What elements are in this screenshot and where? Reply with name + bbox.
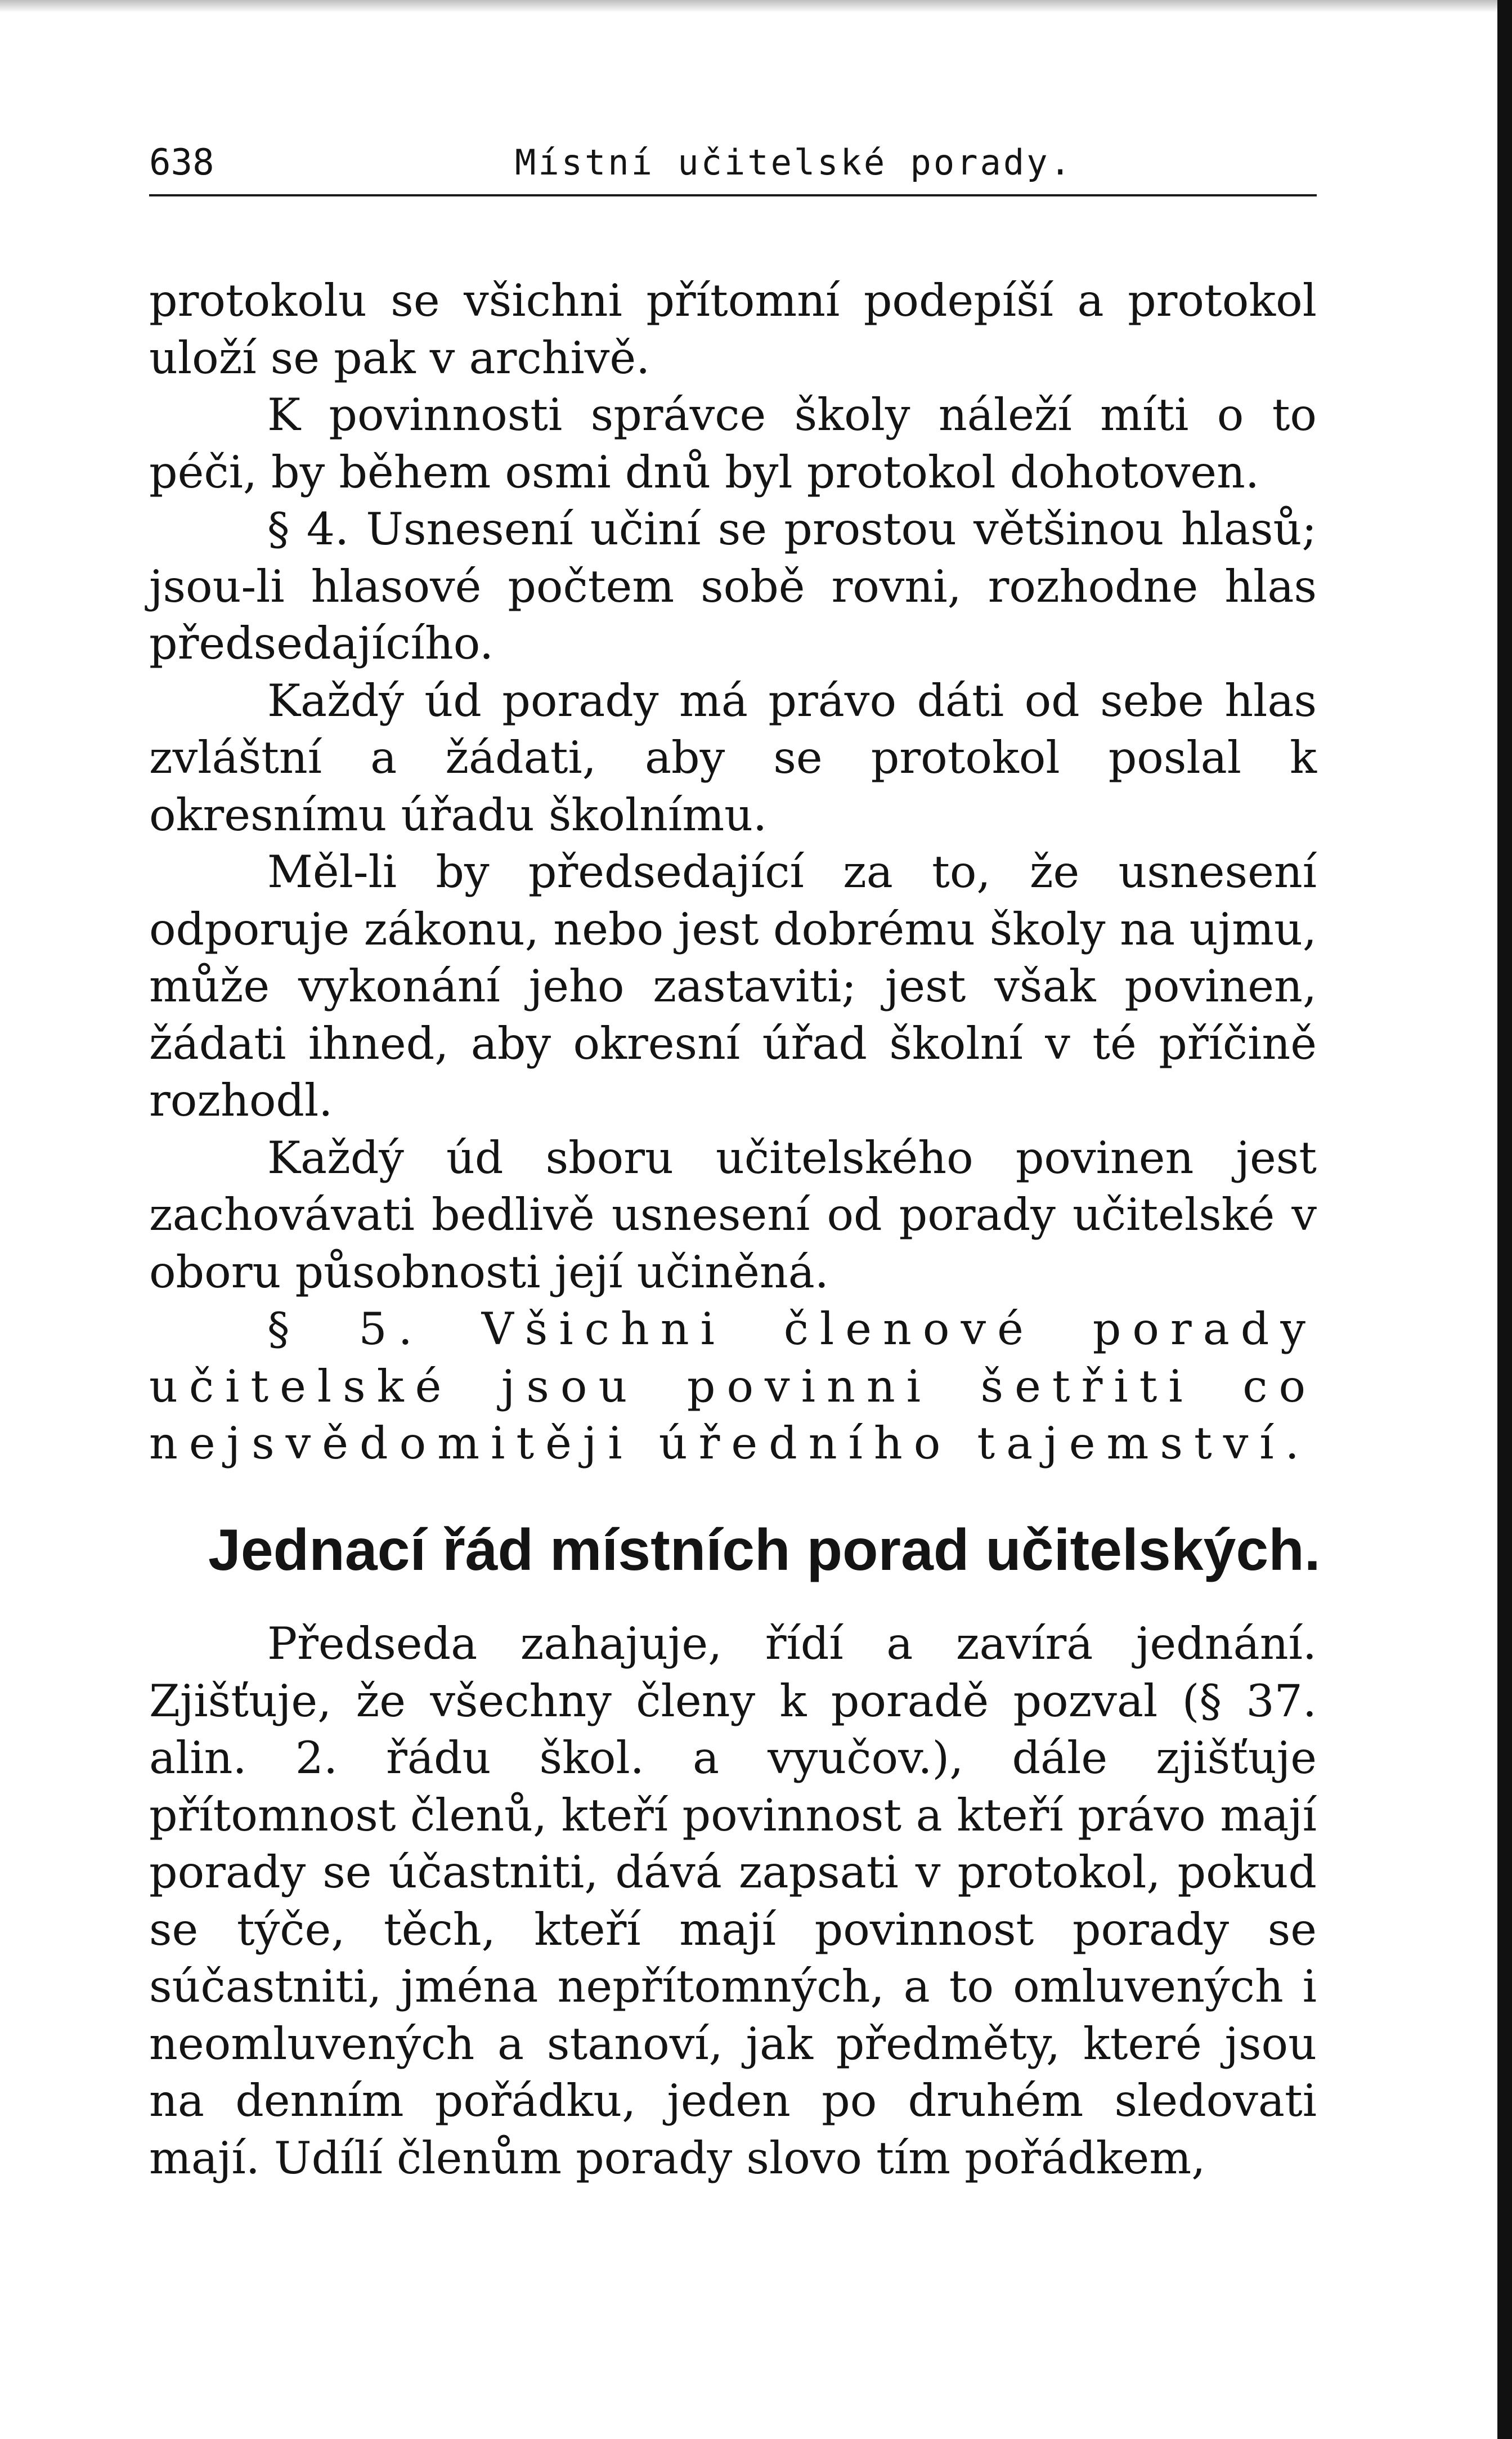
running-title: Místní učitelské porady. [515, 142, 1073, 183]
paragraph-continuation: protokolu se všichni přítomní podepíší a protokol uloží se pak v archivě. [149, 275, 1317, 384]
paragraph: Předseda zahajuje, řídí a zavírá jednání. Zjišťuje, že všechny členy k poradě pozval (§ 37. alin. 2. řádu škol. a vyučov.), dále zjišťuje přítomnost členů, kteří povinnost a kteří právo mají porady se účastniti, dává zapsati v protokol, pokud se týče, těch, kteří mají povinnost porady se súčastniti, jména nepřítomných, a to omluvených i neomluvených a stanoví, jak předměty, které jsou na denním pořádku, jeden po druhém sledovati mají. Udílí členům porady slovo tím pořádkem, [149, 1618, 1317, 2184]
page-top-edge [0, 0, 1512, 12]
section-heading: Jednací řád místních porad učitelských. [208, 1518, 1321, 1583]
paragraph: Každý úd sboru učitelského povinen jest zachovávati bedlivě usnesení od porady učitelské v oboru působnosti její učiněná. [149, 1131, 1317, 1298]
page-binding-edge [1497, 0, 1512, 2439]
header-rule [149, 194, 1317, 196]
paragraph-section-4: § 4. Usnesení učiní se prostou většinou hlasů; jsou-li hlasové počtem sobě rovni, rozhodne hlas předsedajícího. [149, 503, 1317, 669]
paragraph: Měl-li by předsedající za to, že usnesení odporuje zákonu, nebo jest dobrému školy na ujmu, může vykonání jeho zastaviti; jest však povinen, žádati ihned, aby okresní úřad školní v té příčině rozhodl. [149, 846, 1317, 1126]
paragraph: Každý úd porady má právo dáti od sebe hlas zvláštní a žádati, aby se protokol poslal k okresnímu úřadu školnímu. [149, 674, 1317, 841]
page-header [149, 135, 1317, 197]
section-body-2 [149, 1615, 1317, 2187]
paragraph: K povinnosti správce školy náleží míti o to péči, by během osmi dnů byl protokol dohotoven. [149, 389, 1317, 498]
paragraph-section-5: § 5. Všichni členové porady učitelské jsou povinni šetřiti co nejsvědomitěji úředního tajemství. [149, 1303, 1317, 1469]
section-body-1 [149, 272, 1317, 1473]
page-number: 638 [149, 142, 214, 184]
